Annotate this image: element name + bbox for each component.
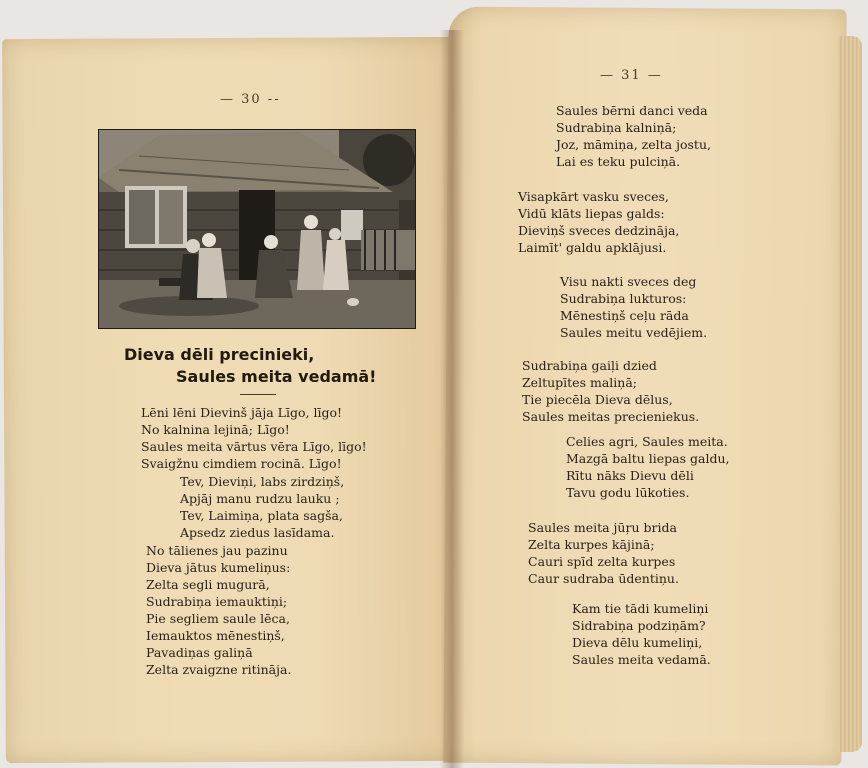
left-poem-line: Svaigžnu cimdiem rocinā. Līgo!: [141, 456, 342, 471]
left-poem-line: No kalnina lejinā; Līgo!: [141, 422, 290, 437]
right-poem-line: Sudrabiņa lukturos:: [560, 291, 687, 306]
right-poem-line: Joz, māmiņa, zelta jostu,: [556, 137, 711, 152]
left-poem-line: Apsedz ziedus lasīdama.: [180, 525, 335, 540]
right-poem-line: Sudrabiņa gaiļi dzied: [522, 358, 657, 373]
right-poem-line: Kam tie tādi kumeliņi: [572, 601, 709, 616]
right-poem-line: Saules meita vedamā.: [572, 652, 711, 667]
right-poem-line: Laimīt' galdu apklājusi.: [518, 240, 667, 255]
page-number-left: — 30 --: [220, 92, 281, 107]
left-poem-line: Lēni lēni Dievinš jāja Līgo, līgo!: [141, 405, 343, 420]
left-poem-line: Tev, Dieviņi, labs zirdziņš,: [180, 474, 345, 489]
left-poem-line: Pavadiņas galiņā: [146, 645, 253, 660]
left-poem-line: Zelta zvaigzne ritināja.: [146, 662, 292, 677]
right-poem-line: Vidū klāts liepas galds:: [518, 206, 665, 221]
book-gutter: [440, 30, 464, 768]
poem-title-line-1: Dieva dēli precinieki,: [124, 345, 315, 364]
farmhouse-picture: [99, 130, 415, 328]
right-poem-line: Zeltupītes maliņā;: [522, 375, 637, 390]
right-poem-line: Visapkārt vasku sveces,: [518, 189, 669, 204]
page-stack-edge: [838, 36, 862, 752]
right-poem-line: Caur sudraba ūdentiņu.: [528, 571, 679, 586]
right-poem-line: Saules meitu vedējiem.: [560, 325, 708, 340]
left-poem-line: Saules meita vārtus vēra Līgo, līgo!: [141, 439, 367, 454]
title-divider: [240, 394, 276, 395]
left-poem-line: Sudrabiņa iemauktiņi;: [146, 594, 288, 609]
right-poem-line: Cauri spīd zelta kurpes: [528, 554, 676, 569]
left-poem-line: Apjāj manu rudzu lauku ;: [180, 491, 340, 506]
right-poem-line: Tie piecēla Dieva dēlus,: [522, 392, 673, 407]
right-poem-line: Visu nakti sveces deg: [560, 274, 697, 289]
right-poem-line: Sidrabiņa podziņām?: [572, 618, 706, 633]
illustration-farmhouse: [98, 129, 416, 329]
left-poem-line: Dieva jātus kumeliņus:: [146, 560, 291, 575]
right-poem-line: Mazgā baltu liepas galdu,: [566, 451, 730, 466]
left-poem-line: Zelta segli mugurā,: [146, 577, 270, 592]
right-poem-line: Sudrabiņa kalniņā;: [556, 120, 677, 135]
left-poem-line: No tālienes jau pazinu: [146, 543, 288, 558]
right-poem-line: Saules bērni danci veda: [556, 103, 708, 118]
right-poem-line: Lai es teku pulciņā.: [556, 154, 681, 169]
right-poem-line: Zelta kurpes kājinā;: [528, 537, 655, 552]
right-poem-line: Mēnestiņš ceļu rāda: [560, 308, 689, 323]
poem-title-line-2: Saules meita vedamā!: [176, 367, 377, 386]
right-poem-line: Celies agri, Saules meita.: [566, 434, 728, 449]
right-poem-line: Tavu godu lūkoties.: [566, 485, 690, 500]
right-poem-line: Saules meitas precieniekus.: [522, 409, 700, 424]
right-poem-line: Saules meita jūŗu brida: [528, 520, 677, 535]
right-poem-line: Rītu nāks Dievu dēli: [566, 468, 694, 483]
right-poem-line: Dieviņš sveces dedzināja,: [518, 223, 680, 238]
page-number-right: — 31 —: [600, 68, 663, 83]
left-poem-line: Pie segliem saule lēca,: [146, 611, 290, 626]
left-poem-line: Iemauktos mēnestiņš,: [146, 628, 285, 643]
left-poem-line: Tev, Laimiņa, plata sagša,: [180, 508, 343, 523]
right-poem-line: Dieva dēlu kumeliņi,: [572, 635, 703, 650]
